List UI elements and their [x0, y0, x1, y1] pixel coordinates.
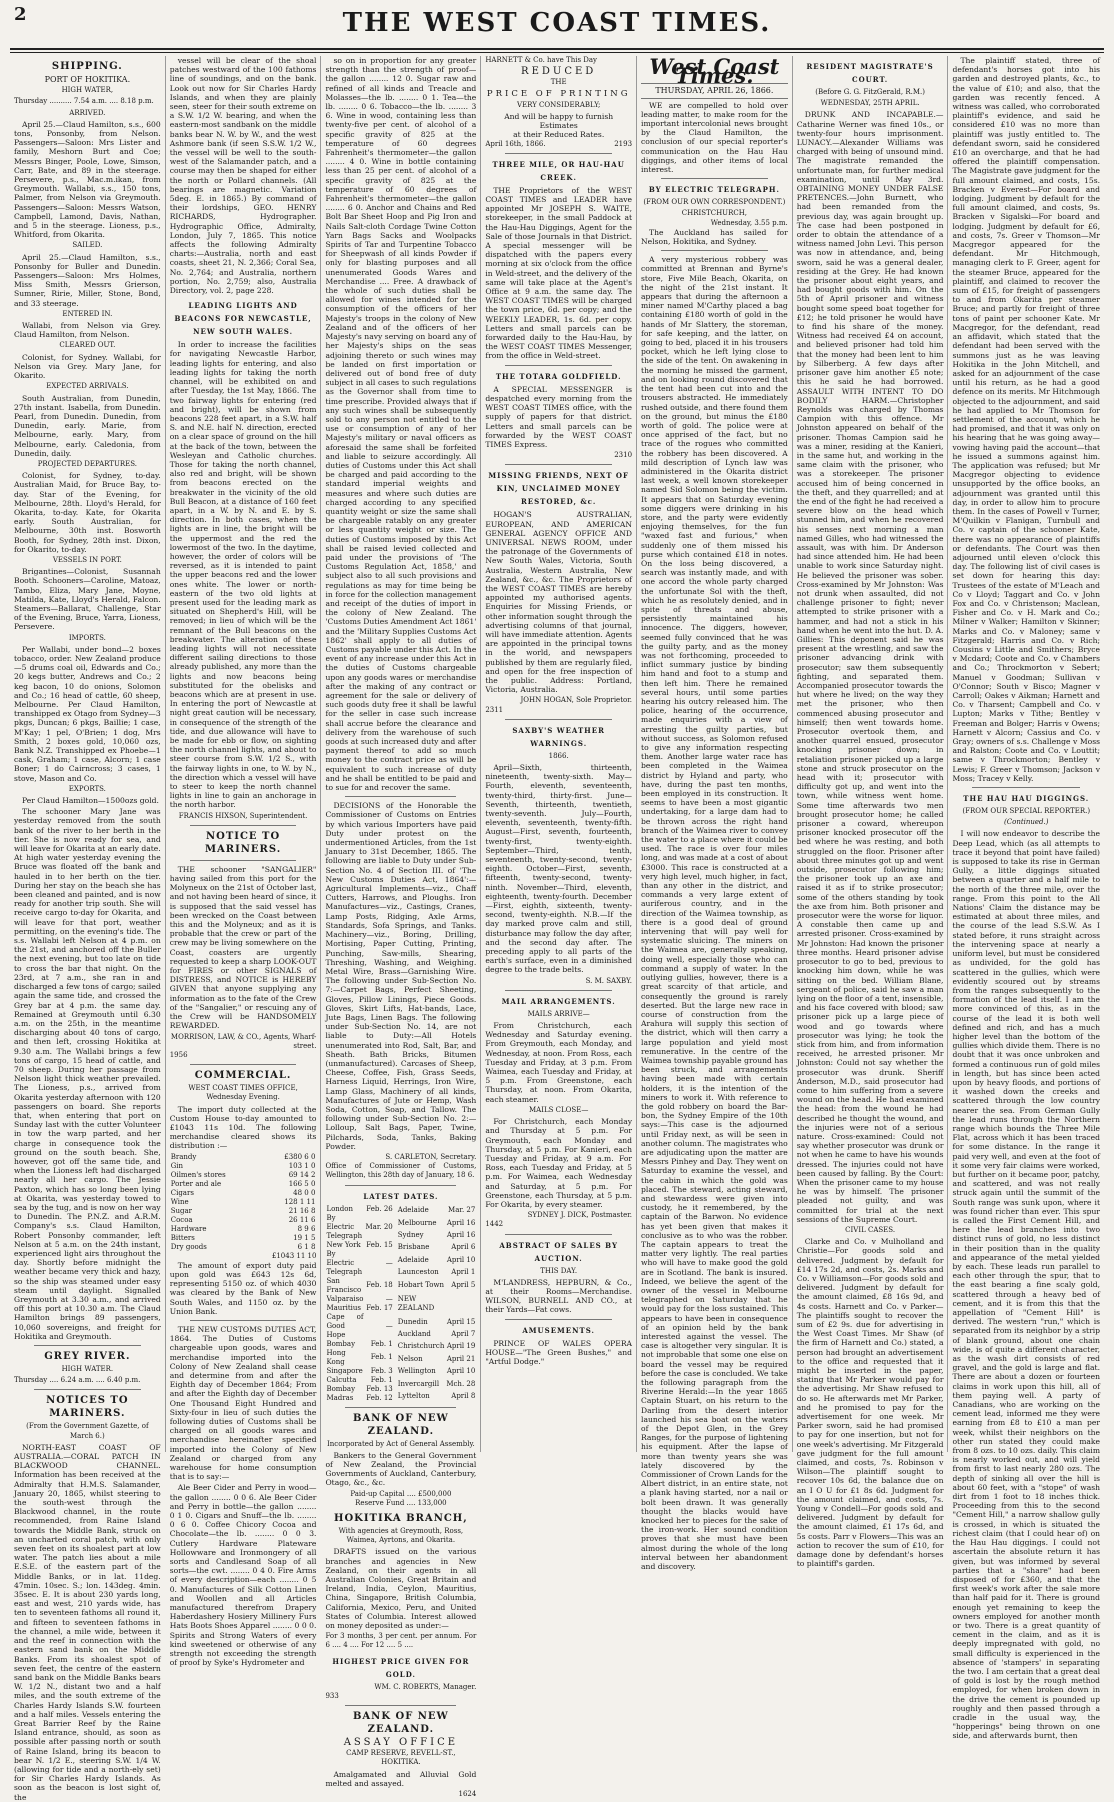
imports-heading: IMPORTS. — [68, 633, 106, 642]
dates-row-value: April 19 — [446, 1342, 476, 1351]
expected-text: South Australian, from Dunedin, 27th instant. Isabella, from Dunedin. Pearl, from Dunedin. Dunedin, from Dunedin, early. Marie, from Melbourne, early. Mary, from Melbourne, early. Caledonia, from Dunedin, daily. — [14, 393, 161, 458]
divider — [190, 825, 297, 826]
mariners-signature: MORRISON, LAW, & CO., Agents, Wharf-street. — [170, 1032, 317, 1050]
goods-row — [170, 1189, 317, 1198]
column-2 — [166, 56, 322, 1668]
lights-heading: LEADING LIGHTS AND BEACONS FOR NEWCASTLE, NEW SOUTH WALES. — [174, 301, 312, 337]
goods-row — [170, 1153, 317, 1162]
mail-heading: MAIL ARRANGEMENTS. — [501, 996, 616, 1006]
divider — [641, 98, 788, 99]
dates-row-value: April 10 — [446, 1255, 476, 1264]
goods-row-value: 19 1 5 — [293, 1233, 316, 1242]
bank-text: Bankers to the General Government of New Zealand, the Provincial Governments of Auckland, Canterbury, Otago, &c., &c. — [325, 1450, 477, 1488]
dates-row-label: Cape of Good Hope — [326, 1312, 364, 1339]
dates-row-label: Madras — [326, 1393, 354, 1402]
dates-row-label: Adelaide — [397, 1206, 429, 1215]
court-text: DRUNK AND INCAPABLE.—Catharine Werner was fined 10s., or twenty-four hours imprisonment. LUNACY.—Alexander Williams was charged with being of unsound mind. The magistrate remanded the unfortunate man, for further medical examination, until May 3rd. OBTAINING MONEY UNDER FALSE PRETENCES.—John Burnett, who had been remanded from the previous day, was again brought up. The case had been postponed in order to obtain the attendance of a witness named John Levi. This person was now in attendance, and, being sworn, said he was a general dealer, residing at the Grey. He had known the prisoner about eight years, and had bought goods with him. On the 5th of April prisoner and witness bought some speed boat together for £12; he told prisoner he would have to find his share of the money. Witness had received £4 on account, and believed prisoner had told him that the money had been lent to him by Silberberg. A few days after prisoner gave him another £5 note; this he said he had borrowed. ASSAULT WITH INTENT TO DO BODILY HARM.—Christopher Reynolds was charged by Thomas Campion with this offence. Mr Johnston appeared on behalf of the prisoner. Thomas Campion said he was a miner, residing at the Kanieri, in the same hut, and working in the same claim with the prisoner, who was a storekeeper. The prisoner accused him of being concerned in the theft, and they quarrelled; and at the end of the fight he had received a severe blow on the head which stunned him, and when he recovered his senses next morning a man named Gilles, who had witnessed the assault, was with him. Dr Anderson had since attended him. He had been unable to work since Saturday night. He believed the prisoner was sober. Cross-examined by Mr Johnston: Was not drunk when assaulted, did not challenge prisoner to fight; never attempted to strike prisoner with a hammer, and had not a stick in his hand when he went into the hut. D. A. Gillies: This deponent said he was present at the wrestling, and saw the prisoner advancing drink with prosecutor; saw them subsequently fighting, and separated them. Accompanied prosecutor towards the hut where he lived; on the way they met the prisoner, who then commenced abusing prosecutor and himself; then went towards home. Prosecutor overtook them, and another quarrel ensued, prosecutor knocking prisoner down; in retaliation prisoner picked up a large stone and struck prosecutor on the head with it; prosecutor with difficulty got up, and went into the town, while witness went home. Some time afterwards two men brought prosecutor home; he called prisoner a coward, whereupon prisoner knocked prosecutor off the bed where he was resting, and both struggled on the floor. Prisoner after about three minutes got up and went outside, prosecutor following him; the prisoner took up an axe and raised it as if to strike prosecutor; some of the others standing by took the axe from him. Both prisoner and prosecutor were the worse for liquor. A constable then came up and arrested prisoner. Cross-examined by Mr Johnston: Had known the prisoner three months. Heard prisoner advise prosecutor to go to bed, previous to knocking him down, while he was sitting on the bed. William Blane, sergeant of police, said he saw a man lying on the floor of a tent, insensible, and his face covered with blood; saw prisoner pick up a large piece of wood and go towards where prosecutor was lying; he took the stick from him, and from information received, he arrested prisoner. Mr Johnston: Could not say whether the prosecutor was drunk. Sheriff Anderson, M.D., said prosecutor had come to him suffering from a severe wound on the head. He had examined the head: from the wound he had described he thought the wound, and the injuries were not of a serious nature. Cross-examined: Could not say whether prosecutor was drunk or not when he came to have his wounds dressed. The injuries could not have been caused by falling. By the Court: When the prisoner came to my house he was by himself. The prisoner pleaded not guilty, and was committed for trial at the next sessions of the Supreme Court. — [796, 110, 944, 1224]
telegraph-heading: BY ELECTRIC TELEGRAPH. — [648, 185, 780, 195]
newspaper-logo: West Coast Times. — [649, 54, 780, 89]
sailed-heading: SAILED. — [72, 241, 103, 250]
saxby-text: April—Sixth, thirteenth, nineteenth, twenty-sixth. May—Fourth, eleventh, seventeenth, twenty-third, thirty-first. June—Seventh, thirteenth, twentieth, twenty-seventh. July—Fourth, eleventh, seventeenth, twenty-fifth. August—First, seventh, fourteenth, twenty-first, twenty-eighth. September—Third, tenth, seventeenth, twenty-second, twenty-eighth. October—First, seventh, fifteenth, twenty-second, twenty-ninth. November—Third, eleventh, eighteenth, twenty-fourth. December—First, eighth, sixteenth, twenty-second, twenty-eighth. N.B.—If the day marked prove calm and still, disturbance may follow the day after, and the second day after. The preceding apply to all parts of the earth's surface, even in a diminished degree to the trade belts. — [485, 762, 633, 975]
dates-row-value: — — [385, 1294, 393, 1303]
saxby-heading: SAXBY'S WEATHER WARNINGS. — [512, 725, 605, 748]
dates-row-value: April 7 — [451, 1330, 476, 1339]
dates-row — [397, 1242, 477, 1254]
arrived-text: April 25.—Claud Hamilton, s.s., 600 tons, Ponsonby, from Nelson. Passengers—Saloon: Mrs Lister and family, Meshorn Burt and Coe; Messrs Binger, Poole, Lowe, Simson, Carr, Bate, and 89 in the steerage. Persevere, p.s., Mac.m.ikan, from Greymouth. Wallabi, s.s., 150 tons, Palmer, from Nelson via Greymouth. Passengers—Saloon: Messrs Watson, Campbell, Lamond, Davis, Nathan, and 5 in the steerage. Lioness, p.s., Whitford, from Okarita. — [14, 119, 161, 240]
hauhau-continued: (Continued.) — [1004, 818, 1049, 827]
divider — [34, 1389, 141, 1390]
interest-rates: For 3 months, 3 per cent. per annum. For 6 .... 4 .... For 12 .... 5 .... — [325, 1632, 477, 1650]
grey-high-water: HIGH WATER. — [61, 1365, 114, 1374]
goods-row-value: 26 11 6 — [288, 1215, 316, 1224]
goods-row-value: £380 6 0 — [284, 1152, 316, 1161]
mariners-number: 1956 — [169, 1050, 188, 1059]
auction-text: M'LANDRESS, HEPBURN, & Co., at their Rooms—Merchandise. WILSON, BURNELL AND CO., at their Yards—Fat cows. — [485, 1277, 633, 1315]
dates-row — [397, 1266, 477, 1278]
dates-row-value: Feb. 26 — [366, 1204, 393, 1213]
dates-row-label: Launceston — [397, 1268, 439, 1277]
bank2-heading: BANK OF NEW ZEALAND. — [352, 1711, 449, 1736]
dates-row-value: April 5 — [451, 1280, 476, 1289]
dates-row — [325, 1214, 393, 1241]
goods-row-label: Bitters — [170, 1233, 195, 1242]
dates-row-value: April 16 — [446, 1218, 476, 1227]
mails-arrive-label: MAILS ARRIVE— — [527, 1009, 590, 1018]
dates-row-label: New York — [326, 1240, 361, 1249]
divider — [190, 860, 297, 861]
projected-text: Colonist, for Sydney, to-day. Australian Maid, for Bruce Bay, to-day. Star of the Evening, for Melbourne, 28th. Lloyd's Herald, for Okarita, to-day. Kate, for Okarita early. South Australian, for Melbourne, 30th inst. Bosworth Booth, for Sydney, 28th inst. Dixon, for Okarito, to-day. — [14, 471, 161, 554]
drafts-text: DRAFTS issued on the various branches and agencies in New Zealand, on their agents in all Australian Colonies, Great Britain and Ireland, India, Ceylon, Mauritius, China, Singapore, British Columbia, California, Mexico, Peru, and United States of Columbia. Interest allowed on money deposited as under:— — [325, 1547, 477, 1631]
three-mile-text: THE Proprietors of the WEST COAST TIMES and LEADER have appointed Mr JOSEPH S. WAITE, storekeeper, in the small Paddock at the Hau-Hau Diggings, Agent for the Sale of those Journals in that District. A special messenger will be dispatched with the papers every morning at six o'clock from the office in Weld-street, and the delivery of the same will take place at the Agent's Office at 9 a.m. the same day. The WEST COAST TIMES will be charged the town price, 6d. per copy; and the WEEKLY LEADER, 1s. 6d. per copy. Letters and small parcels can be forwarded daily to the Hau-Hau, by the WEST COAST TIMES Messenger, from the office in Weld-street. — [485, 185, 633, 361]
port-heading: PORT OF HOKITIKA. — [44, 75, 131, 84]
bank-heading: BANK OF NEW ZEALAND. — [352, 1412, 449, 1437]
dates-row — [325, 1241, 393, 1250]
goods-row — [170, 1162, 317, 1171]
dates-row — [397, 1328, 477, 1340]
civil-cases-text: Clarke and Co. v Mulholland and Christie—For goods sold and delivered. Judgment by default for £14 17s 2d, and costs, 2s. Marks and Co. v Williamson—For goods sold and delivered. Judgment by default for the amount claimed, £8 16s 9d, and 4s costs. Harnett and Co. v Parker—The plaintiffs sought to recover the sum of £2 9s. due for advertising in the West Coast Times. Mr Shaw (of the firm of Harnett and Co.) stated, a person had brought an advertisement to the office and requested that it might be inserted in the paper, stating that Mr Parker would pay for the advertising. Mr Shaw refused to do so. He afterwards met Mr Parker, and he promised to pay for the advertisement for one week. Mr Parker sworn, said he had promised to pay for one insertion, but not for one week's advertising. Mr Fitzgerald gave judgment for the full amount claimed, and costs, 7s. Robinson v Wilson—The plaintiff sought to recover 10s 6d, the balance due on an I O U for £1 8s 6d. Judgment for the amount claimed, and costs, 7s. Young v Condell—For goods sold and delivered. Judgment by default for the amount claimed, £1 17s 6d, and 5s costs. Parr v Flowers—This was an action to recover the sum of £10, for damage done by defendant's horses to plaintiff's garden. — [796, 1237, 944, 1569]
imports-text: Per Wallabi, under bond—2 boxes tobacco, order. New Zealand produce—5 drums coal oil, Edwards and Co.; 20 kegs butter, Andrews and Co.; 2 keg bacon, 10 do onions, Solomon and Co.; 16 head of cattle, 60 sheep, Melbourne. Per Claud Hamilton, transhipped ex Otago from Sydney—3 pkgs, Duncan; 6 pkgs, Baillie; 1 case, M'Kay; 1 pel, O'Brien; 1 dog, Mrs Smith, 2 boxes gold, 10,060 ozs, Bank N.Z. Transhipped ex Phoebe—1 cask, Graham; 1 case, Alcorn; 1 case Boner; 1 do Cairncross; 3 cases, 1 stove, Mason and Co. — [14, 644, 161, 783]
dates-row-value — [445, 1291, 476, 1316]
dates-row-value: — — [385, 1258, 393, 1267]
dates-row-label: Brisbane — [397, 1243, 430, 1252]
goods-row-label: Dry goods — [170, 1242, 207, 1251]
dates-row — [325, 1250, 393, 1277]
shipping-heading: SHIPPING. — [51, 61, 123, 72]
dates-row-label: Hong Kong — [326, 1348, 346, 1366]
exports-text: Per Claud Hamilton—1500ozs gold. — [22, 796, 159, 806]
divider — [505, 365, 612, 366]
dates-row — [397, 1217, 477, 1229]
dates-row — [325, 1295, 393, 1304]
mails-close-text: For Christchurch, each Monday and Thursday at 5 p.m. For Greymouth, each Monday and Thursday, at 5 p.m. For Kanieri, each Tuesday and Friday, at 9 a.m. For Ross, each Tuesday and Friday, at 5 p.m. For Waimea, each Wednesday and Saturday, at 5 p.m. For Greenstone, each Thursday, at 5 p.m. For Okarita, by every steamer. — [485, 1117, 633, 1209]
dates-row-label: San Francisco — [326, 1276, 362, 1294]
auction-day: THIS DAY. — [540, 1266, 578, 1275]
dates-row-label: By Electric Telegraph — [326, 1213, 363, 1240]
divider — [505, 1234, 612, 1235]
arrived-heading: ARRIVED. — [69, 108, 106, 117]
gold-heading: HIGHEST PRICE GIVEN FOR GOLD. — [332, 1656, 470, 1679]
goods-row-value: 48 0 0 — [293, 1188, 316, 1197]
goods-row-label: Cocoa — [170, 1215, 193, 1224]
divider — [661, 250, 768, 251]
projected-heading: PROJECTED DEPARTURES. — [37, 459, 138, 468]
bank-capital: Paid-up Capital .... £500,000 — [350, 1489, 452, 1498]
dates-row — [397, 1353, 477, 1365]
goods-row — [170, 1207, 317, 1216]
goods-table — [170, 1153, 317, 1252]
totara-heading: THE TOTARA GOLDFIELD. — [495, 371, 622, 381]
goods-row-label: Porter and ale — [170, 1179, 222, 1188]
divider — [345, 1407, 456, 1408]
latest-dates — [325, 1205, 476, 1403]
dates-row — [325, 1376, 393, 1385]
goods-total: £1043 11 10 — [271, 1251, 317, 1260]
goods-row — [170, 1243, 317, 1252]
court-subheading: (Before G. G. FitzGerald, R.M.) — [815, 88, 925, 96]
divider — [190, 1064, 297, 1065]
cleared-heading: CLEARED OUT. — [59, 341, 116, 350]
column-4 — [481, 56, 637, 1452]
the-label: THE — [550, 78, 567, 87]
furnish-line: And will be happy to furnish Estimates — [504, 112, 614, 131]
dates-row-value: Mch. 28 — [446, 1379, 476, 1388]
dates-row-value: April 8 — [451, 1391, 476, 1400]
dates-row — [397, 1254, 477, 1266]
exports-heading: EXPORTS. — [68, 784, 106, 793]
dates-row-value: Feb. 15 — [366, 1240, 393, 1249]
local-news-text: A very mysterious robbery was committed at Brennan and Byrne's store, Five Mile Beach, Okarita, on the night of the 21st instant. It appears that during the afternoon a miner named M'Carthy placed a bag containing £180 worth of gold in the hands of Mr Slattery, the storeman, for safe keeping, and the latter, on going to bed, placed it in his trousers pocket, which he left lying close to the side of the tent. On awakening in the morning he missed the garment, and on looking round discovered that the tent had been cut into and the trousers abstracted. He immediately rushed outside, and there found them on the ground, but minus the £180 worth of gold. The police were at once apprised of the fact, but no trace of the rogues who committed the robbery has been discovered. A mild description of Lynch law was administered in the Okarita district last week, a well known storekeeper named Sid Solomon being the victim. It appears that on Saturday evening some diggers were drinking in his store, and the party were evidently enjoying themselves, for the fun "waxed fast and furious," when suddenly one of them missed his purse which contained £18 in notes. On the loss being discovered, a search was instantly made, and with one accord the whole party charged the unfortunate Sol with the theft, which he as resolutely denied, and in spite of threats and abuse, persistently maintained his innocence. The diggers, however, seemed fully convinced that he was the guilty party, and as the money was not forthcoming, proceeded to inflict summary justice by binding him hand and foot to a stump and then left him. There he remained several hours, until some parties hearing his outcry released him. The police, hearing of the occurrence, made enquiries with a view of arresting the guilty parties, but without success, as Solomon refused to give any information respecting them. Another large water race has been completed in the Waimea district by Hyland and party, who have, during the past ten months, been employed in its construction. It seems to have been a most gigantic undertaking, for a large dam had to be thrown across the right hand branch of the Waimea river to convey the water to a place where it could be used. The race is over four miles long, and was made at a cost of about £3000. This race is constructed at a very high level, much higher, in fact, than any other in the district, and commands a very large extent of auriferous country, and in the direction of the Waimea township, as there is a good deal of ground intervening that will pay well for systematic sluicing. The miners on the Waimea are, generally speaking, doing well, especially those who can command a supply of water. In the outlying gullies, however, there is a great scarcity of that article, and consequently the ground is rarely deserted. But the large new race in course of construction from the Arahura will supply this section of the district, which will then carry a large population and yield most remunerative. In the centre of the Waimea township payable ground has been struck, and arrangements having been made with certain holders, it is the intention of the miners to work it. With reference to the gold robbery on board the Bar-bon, the Sydney Empire of the 10th says:—This case is the adjourned until Friday next, as will be seen in another column. The magistrates who are adjudicating upon the matter are Messrs Pinhey and Day. They went on Saturday to examine the vessel, and the cabin in which the gold was placed. The steward, acting steward, and stewardess were given into custody, he it remembered, by the captain of the Barwon. No evidence has yet been given that makes it conclusive as to who was the robber. The captain appears to treat the matter very lightly. The real parties who will have to make good the gold are in Scotland. The bank is insured. Indeed, we believe the agent of the owner of the vessel in Melbourne telegraphed on Saturday that he would pay for the loss sustained. This appears to have been in consequence of an opinion held by the bank interested against the vessel. The case is altogether very singular. It is not improbable that some one else on board the vessel may be required before the case is concluded. We take the following paragraph from the Riverine Herald:—In the year 1865 Captain Stuart, on his return to the Darling from the desert interior launched his sea boat on the waters of the Depot Glen, in the Grey Ranges, for the purpose of lightening his equipment. After the lapse of more than twenty years she was lately discovered by the Commissioner of Crown Lands for the Albert district, in an entire state, not a plank having started, nor a nail or bolt been drawn. It was generally thought the blacks would have knocked her to pieces for the sake of the iron-work. Her sound condition proves that she must have been almost during the whole of the long interval between her abandonment and discovery. — [641, 255, 788, 1572]
court-date: WEDNESDAY, 25TH APRIL. — [820, 99, 920, 108]
customs-act-text: THE NEW CUSTOMS DUTIES ACT, 1864. The Duties of Customs chargeable upon goods, wares and merchandise imported into the Colony of New Zealand shall cease and determine from and after the Eighth day of December 1864; From and after the Eighth day of December One Thousand Eight Hundred and Sixty-four in lieu of such duties the following duties of Customs shall be charged on all goods wares and merchandise hereinafter specified imported into the Colony of New Zealand or charged from any warehouse for home consumption that is to say:— — [169, 1324, 317, 1482]
divider — [345, 1185, 456, 1186]
dates-row-label: Valparaiso — [326, 1294, 364, 1303]
dates-row-label: Mauritius — [326, 1303, 362, 1312]
dates-row — [397, 1341, 477, 1353]
saxby-signature: S. M. SAXBY. — [585, 976, 633, 985]
dates-row-value: Feb. 18 — [366, 1281, 393, 1290]
hogan-signature: JOHN HOGAN, Sole Proprietor. — [520, 696, 633, 705]
dates-row-label: Lyttelton — [397, 1391, 430, 1400]
divider — [661, 178, 768, 179]
grey-tide-line: Thursday .... 6.24 a.m. .... 6.40 p.m. — [14, 1376, 141, 1385]
dates-row-label: NEW ZEALAND — [397, 1294, 435, 1312]
dates-row-value: Mar. 20 — [365, 1222, 393, 1231]
goods-row — [170, 1180, 317, 1189]
grey-river-heading: GREY RIVER. — [44, 1351, 131, 1363]
latest-dates-heading: LATEST DATES. — [363, 1191, 439, 1201]
dates-row — [325, 1205, 393, 1214]
assay-subheading: CAMP RESERVE, REVELL-ST., HOKITIKA. — [346, 1749, 456, 1767]
dates-row-value: April 10 — [446, 1367, 476, 1376]
column-7 — [948, 56, 1104, 1741]
dates-row-label: Invercargill — [397, 1379, 440, 1388]
dates-row-label: Nelson — [397, 1354, 423, 1363]
divider — [505, 990, 612, 991]
hokitika-branch-heading: HOKITIKA BRANCH, — [334, 1513, 468, 1524]
hauhau-heading: THE HAU HAU DIGGINGS. — [963, 794, 1090, 804]
entered-text: Wallabi, from Nelson via Grey. Claud Hamilton, from Nelson. — [14, 321, 161, 340]
harnett-footer — [485, 140, 632, 149]
amusements-text: PRINCE OF WALES OPERA HOUSE—"The Green Bushes," and "Artful Dodge." — [485, 1338, 633, 1366]
court-continued: The plaintiff stated, three of defendant's horses got into his garden and destroyed plants, &c., to the value of £10; and also, that the garden was recently fenced. A witness was called, who corroborated plaintiff's evidence, and said he considered £10 was no more than plaintiff was justly entitled to. The defendant sworn, said he considered £10 an overcharge, and that he had offered the plaintiff compensation. The Magistrate gave judgment for the full amount claimed, and costs, 15s. Bracken v Everest—For board and lodging. Judgment by default for the full amount claimed, and costs, 9s. Bracken v Sigalski—For board and lodging. Judgment by default for £6, and costs, 7s. Greer v Thomson—Mr Macgregor appeared for the defendant. Mr Hitchmough, managing clerk to F. Greer, agent for the steamer Bruce, appeared for the plaintiff, and claimed to recover the sum of £15, for freight of passengers to and from Okarita per steamer Bruce; and partly for freight of three tons of paint per schooner Kate. Mr Macgregor, for the defendant, read an affidavit, which stated that the defendant had been served with the summons just as he was leaving Hokitika in the John Mitchell, and asked for an adjournment of the case until his return, as he had a good defence on its merits. Mr Hitchmough objected to the adjournment, and said he had applied to Mr Thomson for settlement of the account, which he had promised, and that it was only on his hearing that he was going away—vowing having paid the account—that he issued a summons against him. The application was refused; but Mr Macgregor objecting to evidence unsupported by the office books, an adjournment was granted until this day, in order to allow him to procure them. In the cases of Powell v Turner, M'Quilkin v Flanigan, Turnbull and Co. v captain of the schooner Kate, there was no appearance of plaintiffs or defendants. The Court was then adjourned until eleven o'clock this day. The following list of civil cases is set down for hearing this day: Trustees of the estate of M'Leach and Co v Lloyd; Taggart and Co. v John Fox and Co. v Christenson; Maclean, Fisher and Co. v H. Mark and Co.; Milner v Walker; Hamilton v Skinner; Marks and Co. v Maloney; same v Fitzgerald; Harris and Co. v Rich; Cousins v Little and Smithers; Bryce v Mcdard; Coote and Co. v Chambers and Co.; Throckmorton v Sebert; Manuel v Goodman; Sullivan v O'Connor; South v Bisco; Magner v Carroll; Oakes v Aikman; Harnett and Co. v Tharsent; Campbell and Co. v Lupton; Marks v Tithe; Bentley v Freeman and Bolger; Harris v Owens; Harnett v Alcorn; Cassius and Co. v Gray; owners of s.s. Challenge v Moss and Ralston; Coote and Co. v Louttit; same v Throckmorton; Bentley v Lewis; F. Greer v Thomson; Jackson v Moss; Tracey v Kelly. — [952, 56, 1101, 783]
dates-row-label: London — [326, 1204, 354, 1213]
dates-row — [325, 1349, 393, 1367]
dates-row-value: April 16 — [446, 1231, 476, 1240]
dates-row-label: Hobart Town — [397, 1280, 444, 1289]
edition-dateline: THURSDAY, APRIL 26, 1866. — [655, 86, 774, 96]
dates-row-label: Christchurch — [397, 1342, 445, 1351]
dates-row-label: Sydney — [397, 1231, 424, 1240]
commercial-heading: COMMERCIAL. — [194, 1070, 292, 1082]
decisions-signature: S. CARLETON, Secretary. — [385, 1152, 477, 1161]
dates-row-value: April 1 — [451, 1268, 476, 1277]
dates-row — [397, 1291, 477, 1316]
dates-row-value: Feb. 17 — [366, 1303, 393, 1312]
dates-row-label: Bombay — [326, 1339, 356, 1348]
telegraph-text: The Auckland has sailed for Nelson, Hokitika, and Sydney. — [641, 227, 788, 247]
reduced-heading: REDUCED — [521, 66, 597, 78]
goods-row-label: Gin — [170, 1161, 184, 1170]
column-1 — [10, 56, 166, 1802]
customs-continued: so on in proportion for any greater strength than the strength of proof—the gallon ........ 12 0. Sugar raw and refined of all kinds and Treacle and Molasses—the lb. ........ 0 1. Tea—the lb. ........ 0 6. Tobacco—the lb. ........ 3 6. Wine in wood, containing less than twenty-five per cent. of alcohol of a specific gravity of 825 at the temperature of 60 degrees Fahrenheit's thermometer—the gallon ........ 4 0. Wine in bottle containing less than 25 per cent. of alcohol of a specific gravity of 825 at the temperature of 60 degrees of Fahrenheit's thermometer—the gallon ........ 6 0. Anchor and Chains and Red Bolt Bar Sheet Hoop and Pig Iron and Nails Salt-cloth Cordage Twine Cotton Yarn Bags Sacks and Woolpacks Spirits of Tar and Turpentine Tobacco for Sheepwash of all kinds Powder if only for blasting purposes and all unenumerated Goods Wares and Merchandise .... Free. A drawback of the whole of such duties shall be allowed for wines intended for the consumption of the officers of her Majesty's troops in the colony of New Zealand and of the officers of her Majesty's navy serving on board any of her Majesty's ships on the seas adjoining thereto or such wines may be landed on first importation or delivered out of bond free of duty subject in all cases to such regulations as the Governor shall from time to time prescribe. Provided always that if any such wines shall be subsequently sold to any person not entitled to the use or consumption of any of her Majesty's military or naval officers as aforesaid the same shall be forfeited and liable to seizure accordingly. All duties of Customs under this Act shall be charged and paid according to the standard imperial weights and measures and where such duties are charged according to any specified quantity weight or size the same shall be chargeable ratably on any greater or less quantity weight or size. The duties of Customs imposed by this Act shall be raised levied collected and paid under the provisions of 'The Customs Regulation Act, 1858,' and subject also to all such provisions and regulations as may for time being be in force for the collection management and receipt of the duties of import in the colony of New Zealand. The 'Customs Duties Amendment Act 1861' and the 'Military Supplies Customs Act 1862' shall apply to all duties of Customs payable under this Act. In the event of any increase under this Act in the duties of Customs chargeable upon any goods wares or merchandise after the making of any contract or agreement for the sale or delivery of such goods duty free it shall be lawful for the seller in case such increase shall accrue before the clearance and delivery from the warehouse of such goods at such increased duty and after payment thereof to add so much money to the contract price as will be equivalent to such increase of duty and he shall be entitled to be paid and to sue for and recover the same. — [325, 56, 477, 793]
dates-row — [397, 1316, 477, 1328]
civil-cases-heading: CIVIL CASES. — [845, 1225, 896, 1234]
hogan-number: 2311 — [485, 705, 504, 714]
goods-row — [170, 1198, 317, 1207]
divider — [34, 1345, 141, 1346]
dates-row-value: April 15 — [446, 1317, 476, 1326]
dates-row-label: Auckland — [397, 1330, 431, 1339]
entered-heading: ENTERED IN. — [62, 309, 113, 318]
dates-row-value: Feb. 1 — [370, 1375, 393, 1384]
sailed-text: April 25.—Claud Hamilton, s.s., Ponsonby for Buller and Dunedin. Passengers—Saloon: Mrs Holmes, Miss Smith, Messrs Grierson, Sumner, Ririe, Miller, Stone, Bond, and 33 steerage. — [14, 252, 161, 308]
harnett-number: 2193 — [614, 139, 633, 148]
assay-heading: ASSAY OFFICE — [343, 1737, 459, 1749]
dates-row-value: April 6 — [451, 1243, 476, 1252]
telegraph-place: CHRISTCHURCH, — [681, 209, 748, 218]
goods-row-label: Wine — [170, 1197, 189, 1206]
dates-row-label: Adelaide — [397, 1255, 429, 1264]
dates-row — [325, 1385, 393, 1394]
masthead: THE WEST COAST TIMES. — [342, 8, 772, 38]
commercial-text: The import duty collected at the Custom House to-day amounted to £1043 11s 10d. The following merchandise cleared shows its distribution :— — [169, 1104, 317, 1151]
amusements-heading: AMUSEMENTS. — [522, 1325, 595, 1335]
dates-row — [325, 1313, 393, 1340]
dates-row — [397, 1378, 477, 1390]
mails-arrive-text: From Christchurch, each Wednesday and Saturday evening. From Greymouth, each Monday, and Wednesday, at noon. From Ross, each Tuesday and Friday, at 3 p.m. From Waimea, each Tuesday and Friday, at 5 p.m. From Greenstone, each Thursday, at noon. From Okarita, each steamer. — [485, 1021, 633, 1104]
assay-text: Amalgamated and Alluvial Gold melted and assayed. — [325, 1769, 477, 1788]
commercial-dateline: WEST COAST TIMES OFFICE, Wednesday Evening. — [188, 1084, 298, 1102]
masthead-rule-thin — [10, 52, 1104, 53]
goods-row-label: Brandy — [170, 1152, 197, 1161]
vessels-text: Brigantines—Colonist, Susannah Booth. Schooners—Caroline, Matoaz, Tambo, Eliza, Mary Jane, Moyne, Matilda, Kate, Lloyd's Herald, Falcon. Steamers—Ballarat, Challenge, Star of the Evening, Bruce, Yarra, Lioness, Persevere. — [14, 567, 161, 632]
decisions-office: Office of Commissioner of Customs, Wellington, this 28th day of January, 18 6. — [325, 1162, 477, 1180]
dates-row-value: Feb. 1 — [370, 1339, 393, 1348]
mail-signature: SYDNEY J. DICK, Postmaster. — [527, 1211, 633, 1220]
goods-row-value: 6 1 8 — [297, 1242, 316, 1251]
dates-row-label: Singapore — [326, 1366, 363, 1375]
divider — [505, 464, 612, 465]
columns — [10, 54, 1104, 1802]
dates-row-value: Feb. 3 — [370, 1366, 393, 1375]
lights-signature: FRANCIS HIXSON, Superintendent. — [178, 811, 308, 820]
mail-number: 1442 — [485, 1220, 504, 1229]
cleared-text: Colonist, for Sydney. Wallabi, for Nelson via Grey. Mary Jane, for Okarito. — [14, 352, 161, 381]
goods-row — [170, 1216, 317, 1225]
duty-schedule-text: Ale Beer Cider and Perry in wood—the gallon ........ 0 0 6. Ale Beer Cider and Perry in bottle—the gallon ........ 0 1 0. Cigars and Snuff—the lb. ........ 0 6 0. Coffee Chicory Cocoa and Chocolate—the lb. ........ 0 0 3. Cutlery Hardware Plateware Hollowware and Ironmongery of all sorts and Candlesand Soap of all sorts—the cwt. ........ 0 4 0. Fire Arms of every description—each ........ 0 5 0. Manufactures of Silk Cotton Linen and Woollen and all Articles manufactured therefrom Drapery Haberdashery Hosiery Millinery Furs Hats Boots Shoes Apparel ........ 0 0 0. Spirits and Strong Waters of every kind sweetened or otherwise of any strength not exceeding the strength of proof by Syke's Hydrometer and — [169, 1483, 317, 1668]
lights-text: In order to increase the facilities for navigating Newcastle Harbor, leading lights for entering, and also leading lights for taking the north channel, will be exhibited on and after Tuesday, the 1st May, 1866. The two fairway lights for entering (red and bright), will be shown from beacons 228 feet apart, in a S.W. half S. and N.E. half N. direction, erected on a clear space of ground on the hill at the back of the town, between the Wesleyan and Catholic churches. Those for taking the north channel, also red and bright, will be shown from beacons erected on the breakwater in the vicinity of the old Bull Beacon, at a distance of 160 feet apart, in a W. by N. and E. by S. direction. In both cases, when the lights are in line, the bright will be the uppermost and the red the lowermost of the two. In the daytime, however, the order of colors will be reversed, as it is intended to paint the upper beacons red and the lower ones white. The lower or north-eastern of the two old lights at present used for the leading mark as situated on Shepherd's Hill, will be removed; in lieu of which will be the remnant of the Bull beacons on the breakwater. The alteration of these leading lights will not necessitate different sailing directions to those already published, any more than the lights and now beacons being substituted for the obelisks and beacons which are at present in use. In entering the port of Newcastle at night great caution will be necessary, in consequence of the strength of the tide, and due allowance will have to be made for ebb or flow, on sighting the north channel lights, and about to steer course from S.W. 1/2 S., with the fairway lights in one, to W. by N., the direction which a vessel will have to steer to keep the north channel lights in line to gain an anchorage in the north harbor. — [169, 340, 317, 810]
goods-row-label: Hardware — [170, 1224, 207, 1233]
divider — [972, 787, 1080, 788]
dates-row-label: Wellington — [397, 1367, 436, 1376]
column-6 — [793, 56, 949, 1569]
dates-row-value: Feb. 1 — [370, 1353, 393, 1362]
divider — [345, 796, 456, 797]
dates-row — [325, 1304, 393, 1313]
three-mile-heading: THREE MILE, OR HAU-HAU CREEK. — [492, 159, 625, 182]
hokitika-branch-sub: With agencies at Greymouth, Ross, Waimea, Ayrtons, and Okarita. — [338, 1527, 464, 1545]
dates-row-label: Dunedin — [397, 1317, 428, 1326]
masthead-rule — [10, 48, 1104, 50]
dates-row — [397, 1229, 477, 1241]
goods-row-value: 21 16 8 — [288, 1206, 316, 1215]
lead-text: WE are compelled to hold over leading matter, to make room for the important intercolonial news brought by the Claud Hamilton, the conclusion of our special reporter's communication on the Hau Hau diggings, and other items of local interest. — [641, 100, 788, 175]
telegraph-sub: (FROM OUR OWN CORRESPONDENT.) — [643, 198, 786, 207]
dates-left-table — [325, 1205, 393, 1403]
notices-source: (From the Government Gazette, of March 6.) — [26, 1422, 149, 1440]
dates-row-label: By Electric Telegraph — [326, 1249, 363, 1276]
column-5 — [637, 54, 793, 1572]
totara-text: A SPECIAL MESSENGER is despatched every morning from the WEST COAST TIMES office, with the supply of papers for that district. Letters and small parcels can be forwarded by the WEST COAST TIMES Express. — [485, 384, 633, 449]
assay-number: 1624 — [458, 1790, 477, 1799]
bank-reserve: Reserve Fund .... 133,000 — [355, 1498, 447, 1507]
goods-row-value: 103 1 0 — [288, 1161, 316, 1170]
goods-row-value: 166 5 0 — [288, 1179, 316, 1188]
high-water-label: HIGH WATER, — [61, 86, 114, 95]
dates-row — [325, 1277, 393, 1295]
notices-text: NORTH-EAST COAST OF AUSTRALIA.—CORAL PATCH IN BLACKWOOD CHANNEL. Information has been received at the Admiralty that H.M.S. Salamander, January 20, 1865, whilst steering to the south-west through the Blackwood channel, in the route recommended, from Raine Island towards the Middle Bank, struck on an uncharted coral patch, with only seven feet on its shoalest part at low water. The patch lies about a mile E.S.E. of the eastern part of the Middle Banks, or in lat. 11deg. 47min. 10sec. S.; lon. 143deg. 4min. 35sec. E. It is about 230 yards long, east and west, 210 yards wide, has ten to seventeen fathoms all round it, and fifteen to seventeen fathoms in the channel, a mile wide, between it and the reef in connection with the eastern sand bank on the Middle Banks. From its shoalest spot of seven feet, the centre of the eastern sand bank on the Middle Banks bears W. 1/2 N., distant two and a half miles, and the south extreme of the Charles Hardy Islands S.W. fourteen and a half miles. Vessels entering the Great Barrier Reef by the Raine Island entrance, should, as soon as possible after passing north or south of Raine Island, bring its beacon to bear N. 1/2 E., steering S.W. 1/4 W. (allowing for tide and a north-ely set) for Sir Charles Hardy Islands. As soon as the beacon is lost sight of, the — [14, 1442, 161, 1802]
telegraph-date: Wednesday, 3.55 p.m. — [710, 218, 788, 227]
hogan-text: HOGAN'S AUSTRALIAN, EUROPEAN, AND AMERICAN GENERAL AGENCY OFFICE AND UNIVERSAL NEWS ROOM, under the patronage of the Governments of New South Wales, Victoria, South Australia, Western Australia, New Zealand, &c., &c. The Proprietors of the WEST COAST TIMES are hereby appointed my authorised agents. Enquiries for Missing Friends, or other information sought through the advertising columns of that journal, will have immediate attention. Agents are appointed in the principal towns in the world, and newspapers published by them are regularly filed, and open for the free inspection of the public. Address: Portland, Victoria, Australia. — [485, 510, 633, 695]
dates-row-value: — — [385, 1321, 393, 1330]
goods-row — [170, 1171, 317, 1180]
dates-row-value: Feb. 12 — [366, 1393, 393, 1402]
dates-row-value: Mar. 27 — [448, 1206, 476, 1215]
dates-row — [397, 1365, 477, 1377]
mails-close-label: MAILS CLOSE— — [529, 1105, 589, 1114]
goods-row-value: 128 1 11 — [284, 1197, 316, 1206]
vessels-heading: VESSELS IN PORT. — [52, 555, 122, 564]
reduced-rates-line: at their Reduced Rates. — [513, 130, 605, 140]
considerably-label: VERY CONSIDERABLY; — [516, 100, 601, 109]
export-duty-text: The amount of export duty paid upon gold was £643 12s 6d, representing 5150 oz. of which 4030 was cleared by the Bank of New South Wales, and 1150 oz. by the Union Bank. — [169, 1260, 317, 1316]
court-heading: RESIDENT MAGISTRATE'S COURT. — [806, 62, 934, 84]
hauhau-subheading: (FROM OUR SPECIAL REPORTER.) — [962, 807, 1091, 816]
shipping-news: The schooner Mary Jane was yesterday removed from the south bank of the river to her berth in the tier. She is now ready for sea, and will leave for Okarita at an early date. At high water yesterday evening the Bruce was floated off the bank and hauled in to her berth on the tier. During her stay on the beach she has been cleaned and painted, and is now ready for another trip south. She will receive cargo to-day for Okarita, and will leave for that port, weather permitting, on the evening's tide. The s.s. Wallabi left Nelson at 4 p.m. on the 21st, and anchored off the Buller the next evening, but too late on tide to cross the bar that night. On the 23rd, at 7 a.m., she ran in and discharged a few tons of cargo; sailed again the same tide, and crossed the Grey bar at 4 p.m. the same day. Remained at Greymouth until 6.30 a.m. on the 25th, in the meantime discharging about 40 tons of cargo, and then left, crossing Hokitika at 9.30 a.m. The Wallabi brings a few tons of cargo, 15 head of cattle, and 70 sheep. During her passage from Nelson light thick weather prevailed. The Lioness, p.s., arrived from Okarita yesterday afternoon with 120 passengers on board. She reports that, when entering that port on Sunday last with the cutter Volunteer in tow the warp parted, and her charge in consequence took the ground on the south beach. She, however, got off the same tide, and when the Lioness left had discharged nearly all her cargo. The Jessie Paxton, which has so long been lying at Okarita, was yesterday towed to sea by the tug, and is now on her way to Dunedin. The P.N.Z. and A.R.M. Company's s.s. Claud Hamilton, Robert Ponsonby commander, left Nelson at 5 a.m. on the 24th instant, experienced light airs throughout the day. Shortly before midnight the weather became very thick and hazy, so the ship was steamed under easy steam until daylight. Signalled Greymouth at 3.30 a.m., and arrived off this port at 10.30 a.m. The Claud Hamilton brings 89 passengers, 10,060 sovereigns, and freight for Hokitika and Greymouth. — [14, 807, 161, 1341]
dates-row — [325, 1394, 393, 1403]
notice-continued: vessel will be clear of the shoal patches westward of the 100 fathoms line of soundings, and on the bank. Look out now for Sir Charles Hardy Islands, and when they are plainly seen, steer for their south extreme on a S.W. 1/2 W. bearing, and when the eastern-most sandbank on the middle banks bear N. W. by W., and the west Ashmore bank (if seen S.S.W. 1/2 W., the vessel will be well to the south-west of the Salamander patch, and a course may then be shaped for either the north or Pollard channels. (All bearings are magnetic. Variation 5deg. E. in 1865.) By command of their lordships, GEO. HENRY RICHARDS, Hydrographer. Hydrographic Office, Admiralty, London, July 7, 1865. This notice affects the following Admiralty charts:—Australia, north and east coasts, sheet 21, N. 2,366; Coral Sea, No. 2,764; and Australia, northern portion, No. 2,759; also, Australia Directory, vol. 2, page 228. — [169, 56, 317, 296]
gold-signature: WM. C. ROBERTS, Manager. — [374, 1682, 477, 1691]
dates-right-table — [397, 1205, 477, 1403]
dates-row — [397, 1279, 477, 1291]
auction-heading: ABSTRACT OF SALES BY AUCTION. — [499, 1240, 618, 1263]
divider — [505, 719, 612, 720]
dates-row — [397, 1205, 477, 1217]
notices-heading: NOTICES TO MARINERS. — [46, 1395, 129, 1420]
hauhau-text: I will now endeavor to describe the Deep Lead, which (as all attempts to trace it beyond that point have failed) is supposed to take its rise in German Gully, a little diggings situated between a quarter and a half mile to the north of the three mile, over the range. From this point to the All Nations' Claim the distance may be estimated at about three miles, and the course of the lead S.S.W. As I stated before, it runs straight across the intervening space at nearly a uniform level, but must be considered as undivided, for the gold has scattered in the gullies, which were evidently scoured out by streams from the ranges subsequently to the formation of the lead itself. I am the more convinced of this, as in the course of the lead it is both well defined and rich, and has a much higher level than the bottom of the gullies which divide them. There is no doubt that it was once unbroken and formed a continuous run of gold miles in length, but has since been acted upon by heavy floods, and portions of it washed down the creeks and scattered through the low country nearer the sea. From German Gully the lead runs through the Northern range which bounds the Three Mile Flat, across which it has been traced for some distance. In the range it paid very well, and even at the foot of it some very fair claims were worked, but further on it became poor, patchy, and scattered, and was not really struck again until the summit of the South range was sunk upon, where it was found richer than ever. This spur is called the First Cement Hill, and here the lead branches into two distinct runs of gold, no less distinct in their position than in the quality and appearance of the metal yielded by each. These leads run parallel to each other through the spur, that to the east bearing a fine scaly gold, scattered through a heavy bed of cement, and it is from this that the appellation of "Cement Hill" is derived. The western "run," which is separated from its neighbor by a strip of blank ground, about one chain wide, is of quite a different character, as the wash dirt consists of red gravel, and the gold is large and flat. There are about a dozen or fourteen claims in work upon this hill, all of them paying well. A party of Canadians, who are working on the cement lead, informed me they were earning from £8 to £10 a man per week, whilst their neighbors on the other run stated they could make from 8 ozs. to 10 ozs. daily. This claim is nearly worked out, and will yield from first to last nearly 280 ozs. The depth of sinking all over the hill is about 60 feet, with a "stope" of wash dirt from 1 foot to 18 inches thick. Proceeding from this to the second "Cement Hill," a narrow shallow gully is crossed, in which is situated the richest claim (that I could hear of) on the Hau Hau diggings. I could not ascertain the absolute return it has given, but was informed by several parties that a "share" had been disposed of for £360, and that the first week's work after the sale more than half paid for it. There is ground enough yet remaining to keep the owners employed for another month or two. There is a great quantity of cement in the claim, and as it is deeply impregnated with gold, no small difficulty is experienced in the absence of 'stampers' in separating the two. I am certain that a great deal of gold is lost by the rough method employed, for when broken down in the drive the cement is pounded up roughly and then passed through a cradle in the usual way, the "hopperings" being thrown on one side, and afterwards burnt, then — [952, 829, 1101, 1741]
dates-row-label: Calcutta — [326, 1375, 357, 1384]
harnett-date: April 16th, 1866. — [485, 139, 546, 148]
goods-row-value: 8 9 6 — [297, 1224, 316, 1233]
divider — [345, 1705, 456, 1706]
saxby-year: 1866. — [548, 751, 569, 760]
goods-row-label: Cigars — [170, 1188, 194, 1197]
dates-row-value: Feb. 13 — [366, 1384, 393, 1393]
mariners-heading: NOTICE TO MARINERS. — [204, 830, 282, 855]
divider — [505, 1319, 612, 1320]
mariners-text: THE schooner "SANGALIER" having sailed from this port for the Molyneux on the 21st of October last, and not having been heard of since, it is supposed that the said vessel has been wrecked on the Coast between this and the Molyneux; and as it is probable that the crew or part of the crew may be living somewhere on the Coast, coasters are urgently requested to keep a sharp LOOK-OUT for FIRES or other SIGNALS of DISTRESS, and NOTICE is HEREBY GIVEN that anyone supplying any information as to the fate of the Crew of the "Sangalier," or rescuing any of the Crew will be HANDSOMELY REWARDED. — [169, 864, 317, 1031]
goods-row-label: Sugar — [170, 1206, 193, 1215]
expected-heading: EXPECTED ARRIVALS. — [46, 382, 129, 391]
dates-row — [397, 1390, 477, 1402]
missing-heading: MISSING FRIENDS, NEXT OF KIN, UNCLAIMED MONEY RESTORED, &c. — [488, 471, 629, 507]
decisions-text: DECISIONS of the Honorable the Commissioner of Customs on Entries by which various Importers have paid Duty under protest on the undermentioned Articles, from the 1st January to 31st December, 1865. The following are liable to Duty under Sub-Section No. 4 of Section III. of 'The New Customs Duties Act, 1864':—Agricultural Implements—viz., Chaff Cutters, Harrows, and Ploughs. Iron Manufactures—viz., Castings, Cranes, Lamp Posts, Ridging, Axle Arms, Standards, Sofa Springs, and Tanks. Machinery—viz., Boring, Drilling, Mortising, Paper Cutting, Printing, Punching, Saw-mills, Shearing, Threshing, Washing, and Weighing. Metal Wire, Brass—Garnishing Wire. The following under Sub-Section No. 7:—Carpet Bags, Perfect Sheeting, Gloves, Pillow Linings, Piece Goods. Gloves, Skirt Lifts, Hat-bands, Lace, Jute Bags, Linen Bags. The following under Sub-Section No. 14, are not liable to Duty:—All Hotels unenumerated into Rod, Salt, Bar, and Sheath. Bath Bricks, Bitumen (unmanufactured). Carcases of Sheep, Cheese, Coffee, Fish, Grass Seeds, Harness Liquid, Herrings, Iron Wire, Lamp Glass, Machinery of all kinds, Manufactures of Jute or Hemp, Wash Soda, Cotton, Soap, and Tallow. The following under Sub-Section No. 2:—Lolloup, Salt Bags, Paper, Twine, Pilchards, Soda, Tanks, Baking Powder. — [325, 801, 477, 1151]
goods-row — [170, 1234, 317, 1243]
divider — [190, 1320, 297, 1321]
goods-row-label: Oilmen's stores — [170, 1170, 226, 1179]
dates-row — [325, 1367, 393, 1376]
bank-subheading: Incorporated by Act of General Assembly. — [327, 1439, 475, 1448]
page-number: 2 — [14, 4, 27, 25]
dates-row-value: April 21 — [446, 1354, 476, 1363]
dates-row — [325, 1340, 393, 1349]
goods-row-value: 69 14 2 — [288, 1170, 316, 1179]
harnett-line: HARNETT & Co. have This Day — [485, 56, 598, 64]
tide-line: Thursday .......... 7.54 a.m. .... 8.18 p.m. — [14, 97, 154, 106]
goods-row — [170, 1225, 317, 1234]
dates-row-label: Bombay — [326, 1384, 356, 1393]
totara-number: 2310 — [614, 451, 633, 460]
price-printing-heading: PRICE OF PRINTING — [486, 88, 631, 99]
dates-row-label: Melbourne — [397, 1218, 437, 1227]
divider — [505, 153, 612, 154]
column-3 — [321, 56, 481, 1799]
gold-number: 933 — [325, 1691, 339, 1700]
